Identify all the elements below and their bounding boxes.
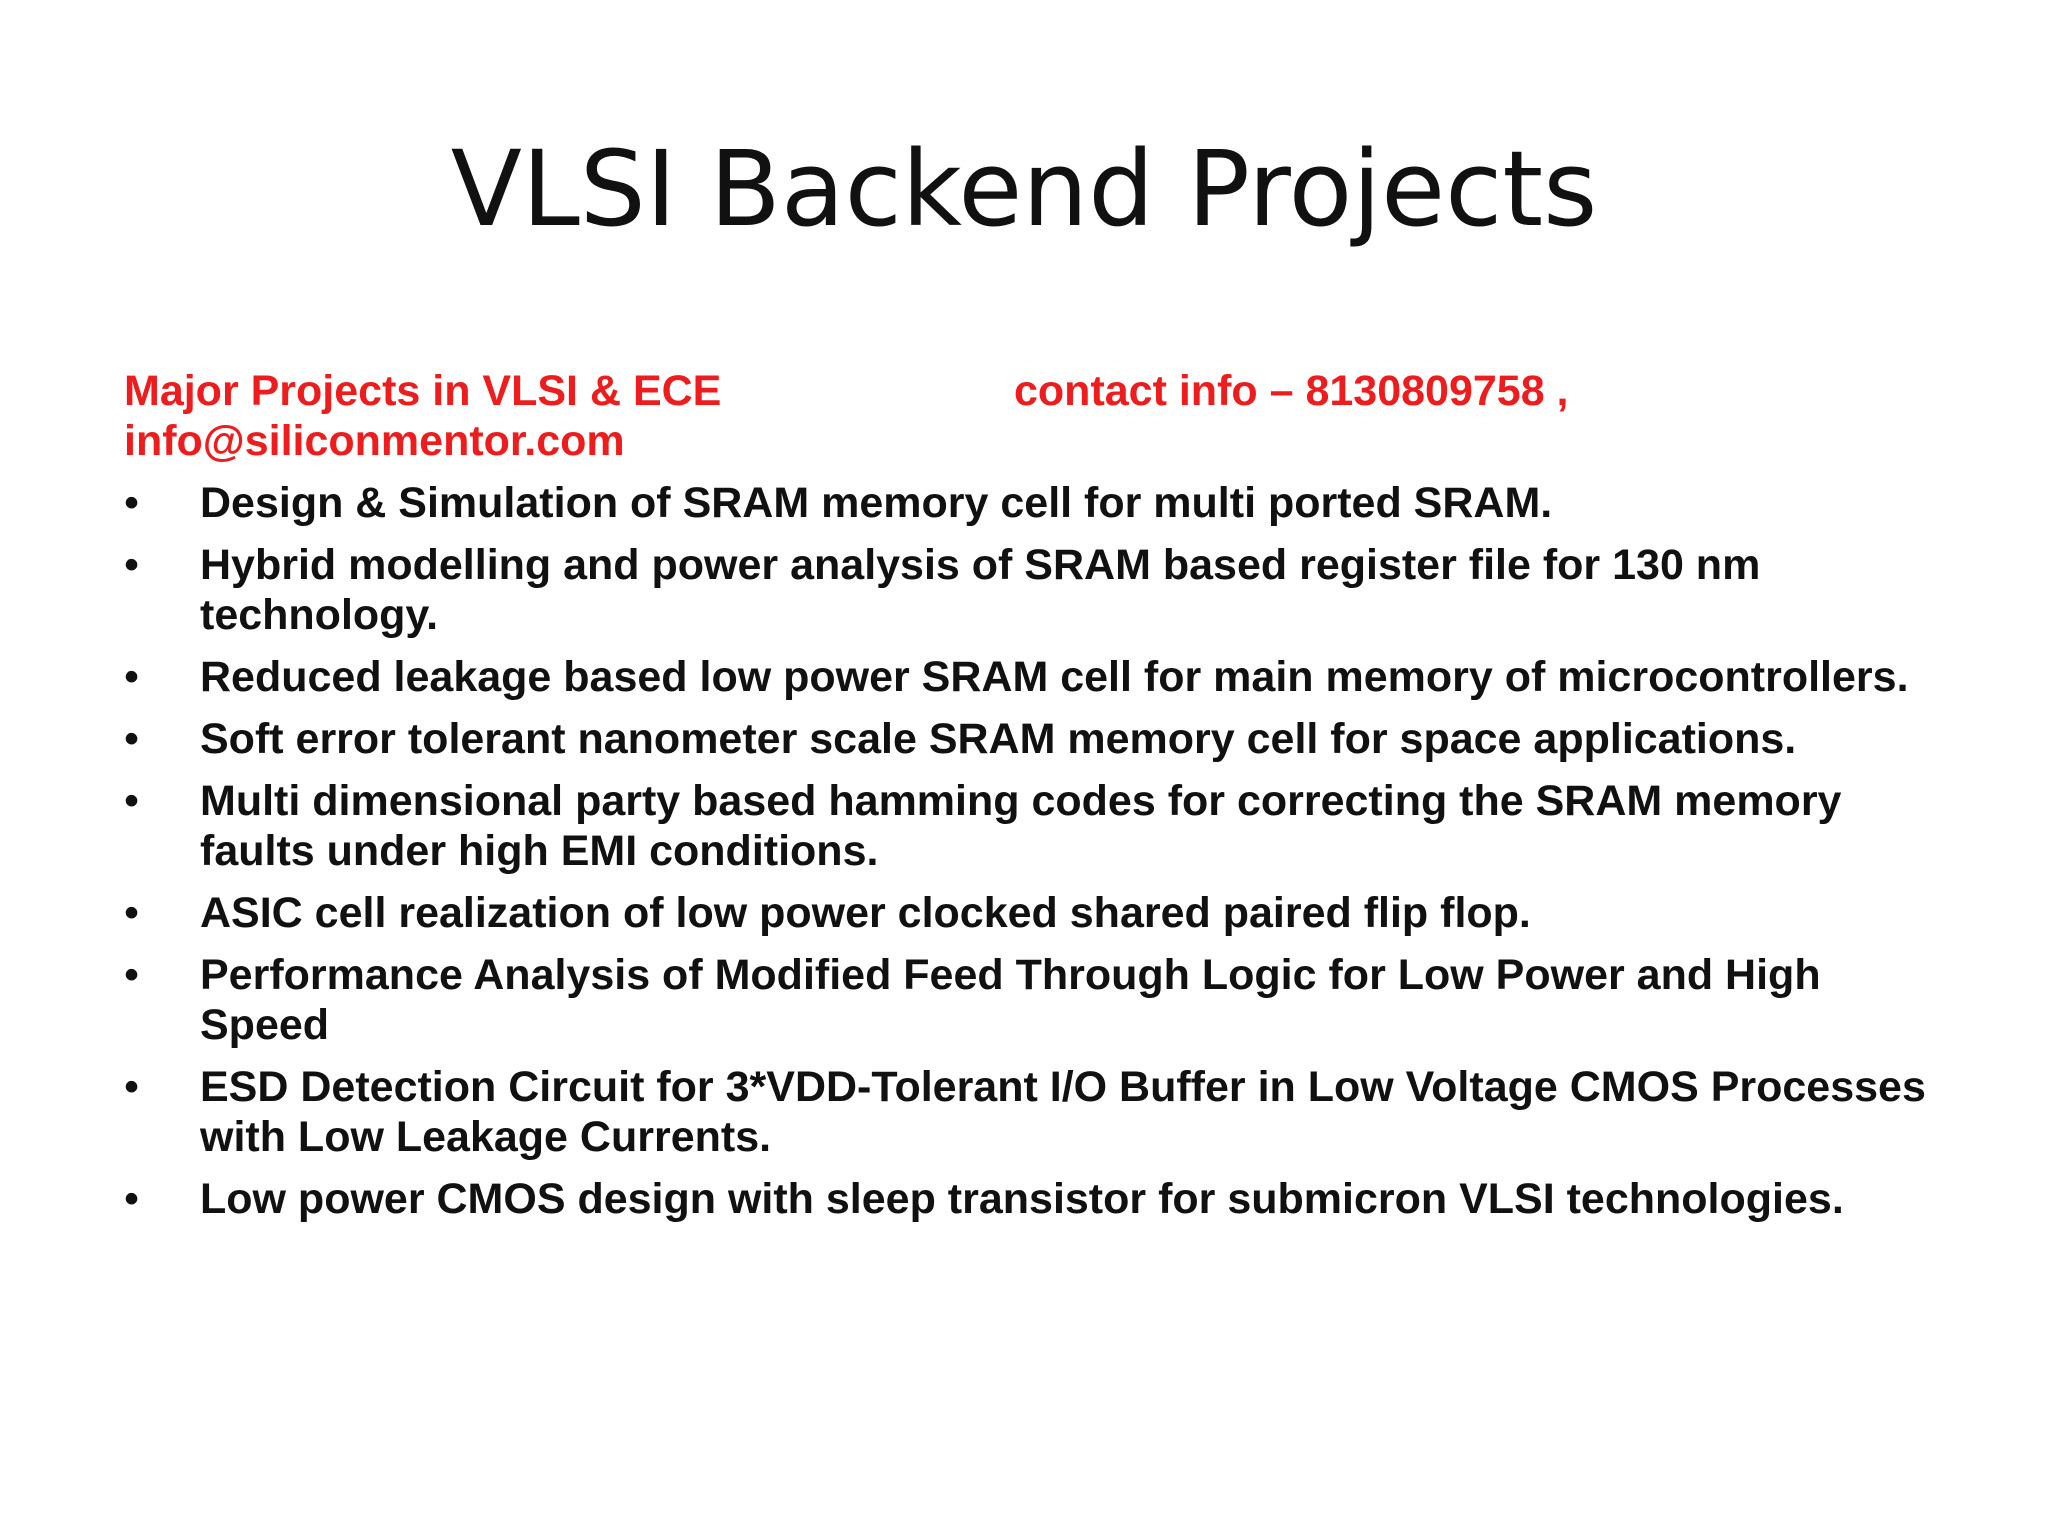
list-item [124, 950, 1954, 1050]
bullet-icon: • [124, 541, 140, 589]
bullet-icon: • [124, 1063, 140, 1111]
list-item [124, 888, 1954, 938]
slide-content [124, 366, 1954, 1236]
project-list [124, 478, 1954, 1224]
list-item-text: Soft error tolerant nanometer scale SRAM memory cell for space applications. [200, 715, 1797, 763]
list-item [124, 540, 1954, 640]
list-item [124, 1174, 1954, 1224]
bullet-icon: • [124, 715, 140, 763]
list-item [124, 1062, 1954, 1162]
contact-info: contact info – 8130809758 , [1014, 367, 1569, 415]
list-item-text: Multi dimensional party based hamming codes for correcting the SRAM memory faults under high EMI conditions. [200, 777, 1842, 875]
list-item-text: Reduced leakage based low power SRAM cell for main memory of microcontrollers. [200, 653, 1909, 701]
list-item [124, 714, 1954, 764]
list-item [124, 776, 1954, 876]
list-item-text: ESD Detection Circuit for 3*VDD-Tolerant I/O Buffer in Low Voltage CMOS Processes with Low Leakage Currents. [200, 1063, 1926, 1161]
list-item-text: Design & Simulation of SRAM memory cell for multi ported SRAM. [200, 479, 1553, 527]
slide-title: VLSI Backend Projects [450, 128, 1598, 250]
bullet-icon: • [124, 1175, 140, 1223]
contact-email: info@siliconmentor.com [124, 417, 625, 465]
bullet-icon: • [124, 889, 140, 937]
list-item-text: ASIC cell realization of low power clocked shared paired flip flop. [200, 889, 1531, 937]
list-item [124, 652, 1954, 702]
bullet-icon: • [124, 653, 140, 701]
list-item-text: Low power CMOS design with sleep transistor for submicron VLSI technologies. [200, 1175, 1844, 1223]
list-item-text: Hybrid modelling and power analysis of SRAM based register file for 130 nm technology. [200, 541, 1761, 639]
list-item-text: Performance Analysis of Modified Feed Through Logic for Low Power and High Speed [200, 951, 1821, 1049]
projects-heading: Major Projects in VLSI & ECE [124, 367, 722, 415]
header-line [124, 366, 1954, 466]
bullet-icon: • [124, 951, 140, 999]
bullet-icon: • [124, 777, 140, 825]
list-item [124, 478, 1954, 528]
bullet-icon: • [124, 479, 140, 527]
